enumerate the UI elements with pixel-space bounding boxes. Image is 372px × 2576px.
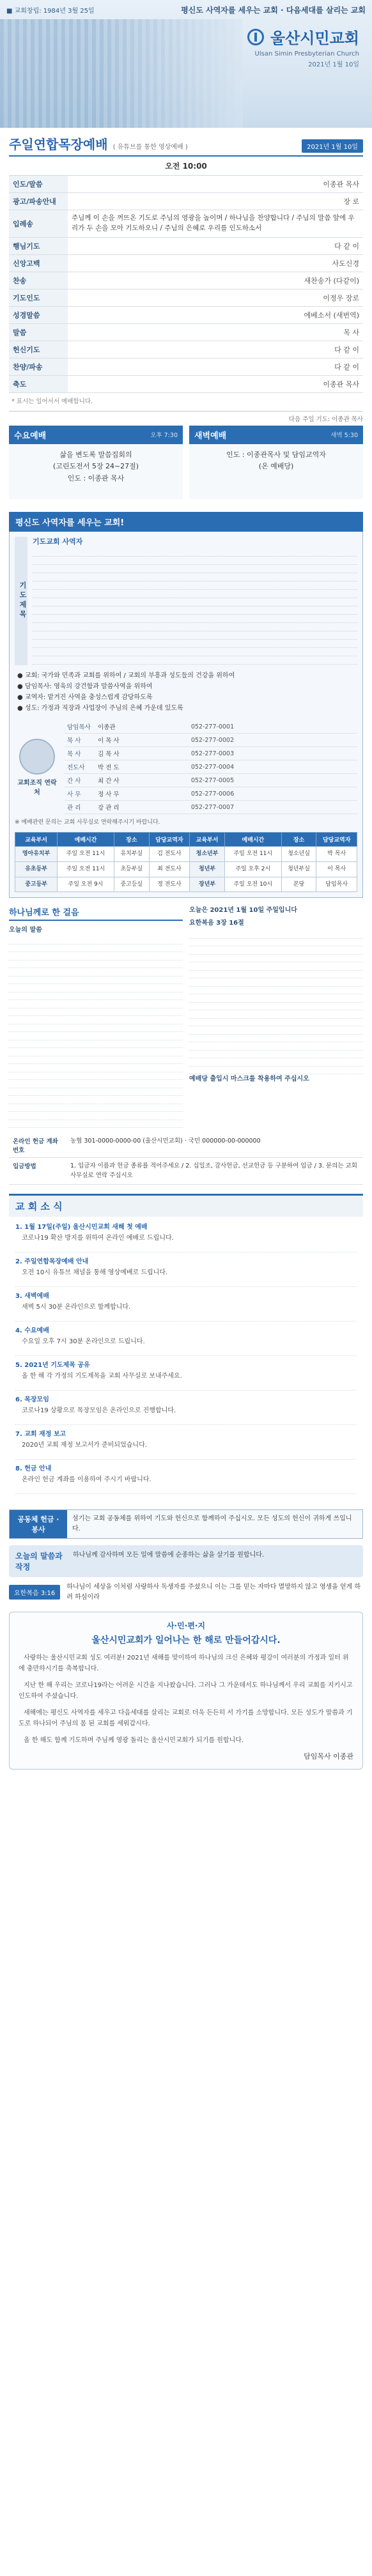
notice-filler-line <box>15 1382 357 1391</box>
staff-caption: 교회조직 연락처 <box>17 779 57 796</box>
notice-title: 8. 헌금 안내 <box>15 1465 52 1472</box>
schedule-header: 담당교역자 <box>149 833 190 847</box>
staff-name: 정 사 무 <box>95 787 189 801</box>
service-wednesday <box>9 426 183 499</box>
notices-body <box>9 1217 363 1503</box>
order-role: 다 같 이 <box>267 237 363 254</box>
worship-order-row <box>9 323 363 341</box>
notice-filler-line <box>15 1313 357 1322</box>
letter-paragraph: 올 한 해도 함께 기도하며 주님께 영광 돌리는 울산시민교회가 되기를 원합니다. <box>24 1736 244 1744</box>
bible-left-quote: 오늘의 말씀 <box>9 927 42 934</box>
bible-section <box>9 906 363 1128</box>
notice-filler-line <box>15 1278 357 1287</box>
info-key: 입금방법 <box>9 1158 66 1184</box>
letter-title: 울산시민교회가 일어나는 한 해로 만들어갑시다. <box>91 1635 281 1646</box>
notice-item <box>15 1394 357 1425</box>
service-body <box>9 444 183 499</box>
bible-right <box>189 906 363 1128</box>
notice-text: 새벽 5시 30분 온라인으로 함께합니다. <box>22 1303 131 1311</box>
schedule-cell: 담임목사 <box>316 877 357 892</box>
staff-role: 사 무 <box>65 787 95 801</box>
today-label: 오늘의 말씀과 작정 <box>15 1551 63 1571</box>
staff-tel: 052-277-0005 <box>189 774 357 787</box>
notice-title: 4. 수요예배 <box>15 1327 49 1334</box>
founding-info: ■ 교회창립: 1984년 3월 25일 <box>6 7 95 15</box>
schedule-header: 교육부서 <box>15 833 58 847</box>
notice-title: 5. 2021년 기도제목 공유 <box>15 1361 90 1369</box>
worship-subtitle: ( 유튜브를 통한 영상예배 ) <box>112 144 188 151</box>
prayer-text-title: 기도교회 사역자 <box>33 537 83 546</box>
worship-order-row <box>9 341 363 358</box>
order-role: 장 로 <box>267 193 363 210</box>
prayer-item: ● 담임목사: 영육의 강건함과 말씀사역을 위하여 <box>17 683 153 690</box>
prayer-item: ● 교역자: 맡겨진 사역을 충성스럽게 감당하도록 <box>17 694 153 701</box>
prayer-vertical-label: 기도제목 <box>15 537 27 666</box>
schedule-cell: 중고등부 <box>15 877 58 892</box>
worship-order-row <box>9 289 363 306</box>
notice-item <box>15 1463 357 1494</box>
order-role: 이종관 목사 <box>267 176 363 193</box>
staff-role: 담임목사 <box>65 720 95 734</box>
staff-row <box>65 787 357 801</box>
staff-role: 관 리 <box>65 801 95 814</box>
schedule-cell: 주일 오전 11시 <box>224 847 281 862</box>
schedule-cell: 주일 오전 10시 <box>224 877 281 892</box>
issue-date: 2021년 1월 10일 <box>308 61 359 68</box>
staff-role: 목 사 <box>65 734 95 747</box>
worship-order-table <box>9 176 363 393</box>
notice-filler-line <box>15 1244 357 1253</box>
schedule-cell: 주일 오전 11시 <box>58 847 114 862</box>
staff-row <box>65 774 357 787</box>
schedule-cell: 유치부실 <box>114 847 149 862</box>
worship-order-row <box>9 254 363 272</box>
service-line: (고린도전서 5장 24~27절) <box>52 462 139 471</box>
staff-name: 강 관 리 <box>95 801 189 814</box>
notice-filler-line <box>15 1416 357 1425</box>
notice-text: 코로나19 상황으로 목장모임은 온라인으로 진행합니다. <box>22 1407 176 1414</box>
notice-item <box>15 1222 357 1253</box>
prayer-section <box>9 532 363 899</box>
schedule-header: 교육부서 <box>190 833 225 847</box>
info-row <box>9 1158 363 1184</box>
prayer-list <box>15 670 357 714</box>
staff-table <box>65 720 357 814</box>
worship-order-row <box>9 237 363 254</box>
church-logo-block <box>231 26 359 68</box>
staff-tel: 052-277-0004 <box>189 760 357 774</box>
staff-role: 전도사 <box>65 760 95 774</box>
bible-left-text <box>9 936 183 1128</box>
schedule-header: 장소 <box>114 833 149 847</box>
order-content <box>68 272 267 289</box>
worship-order-row <box>9 193 363 210</box>
church-name: 울산시민교회 <box>270 29 359 47</box>
order-content <box>68 176 267 193</box>
worship-section <box>0 128 372 411</box>
notice-text: 2020년 교회 재정 보고서가 준비되었습니다. <box>22 1441 147 1449</box>
letter-paragraph: 지난 한 해 우리는 코로나19라는 어려운 시간을 지나왔습니다. 그러나 그 가운데서도 하나님께서 우리 교회를 지키시고 인도하여 주셨습니다. <box>19 1681 353 1701</box>
order-content <box>68 193 267 210</box>
staff-row <box>65 760 357 774</box>
offering-info-table <box>9 1133 363 1184</box>
verse-text: 하나님이 세상을 이처럼 사랑하사 독생자를 주셨으니 이는 그를 믿는 자마다 멸망하지 않고 영생을 얻게 하려 하심이라 <box>66 1583 361 1601</box>
letter-signature: 담임목사 이종관 <box>304 1752 353 1761</box>
notice-text: 온라인 헌금 계좌를 이용하여 주시기 바랍니다. <box>22 1476 151 1483</box>
schedule-cell: 초등부실 <box>114 861 149 877</box>
info-row <box>9 1133 363 1158</box>
staff-name: 박 전 도 <box>95 760 189 774</box>
worship-time: 오전 10:00 <box>9 157 363 176</box>
order-label: 성경말씀 <box>9 306 68 323</box>
schedule-row <box>15 877 357 892</box>
schedule-cell: 중고등실 <box>114 877 149 892</box>
notice-filler-line <box>15 1347 357 1356</box>
prayer-section-title: 평신도 사역자를 세우는 교회! <box>9 512 363 532</box>
bible-right-line: 요한복음 3장 16절 <box>189 919 244 927</box>
order-label: 말씀 <box>9 323 68 341</box>
bible-left <box>9 906 183 1128</box>
order-role: 에베소서 (새번역) <box>267 306 363 323</box>
notice-title: 2. 주일연합목장예배 안내 <box>15 1258 89 1265</box>
topbar <box>0 0 372 19</box>
schedule-cell: 박 목사 <box>316 847 357 862</box>
service-head <box>9 426 183 444</box>
offering-text: 섬기는 교회 공동체를 위하여 기도와 헌신으로 함께하여 주십시오. 모든 성도의 헌신이 귀하게 쓰입니다. <box>67 1510 362 1538</box>
order-label: 축도 <box>9 375 68 392</box>
service-body <box>189 444 363 499</box>
staff-tel: 052-277-0003 <box>189 747 357 760</box>
letter-head: 사·민·편·지 <box>166 1621 206 1630</box>
order-label: 입례송 <box>9 210 68 238</box>
staff-row <box>65 747 357 760</box>
education-schedule-table <box>15 832 357 892</box>
notice-filler-line <box>15 1451 357 1460</box>
worship-order-row <box>9 272 363 289</box>
offering-box <box>9 1509 363 1539</box>
notice-title: 6. 목장모임 <box>15 1396 49 1403</box>
worship-date-badge: 2021년 1월 10일 <box>302 139 363 153</box>
schedule-cell: 청소년실 <box>281 847 316 862</box>
schedule-cell: 주일 오전 9시 <box>58 877 114 892</box>
staff-tel: 052-277-0006 <box>189 787 357 801</box>
order-label: 행님기도 <box>9 237 68 254</box>
next-prayer-note: 다음 주일 기도: 이종관 목사 <box>288 415 363 423</box>
schedule-cell: 이 목사 <box>316 861 357 877</box>
worship-order-row <box>9 375 363 392</box>
notice-text: 올 한 해 각 가정의 기도제목을 교회 사무실로 보내주세요. <box>22 1372 182 1380</box>
order-content <box>68 306 267 323</box>
order-label: 찬양/파송 <box>9 358 68 375</box>
notice-title: 7. 교회 재정 보고 <box>15 1430 66 1438</box>
worship-title: 주일연합목장예배 <box>9 137 108 152</box>
info-key: 온라인 헌금 계좌번호 <box>9 1133 66 1158</box>
order-role: 사도신경 <box>267 254 363 272</box>
notice-text: 수요일 오후 7시 30분 온라인으로 드립니다. <box>22 1338 145 1345</box>
schedule-cell: 본당 <box>281 877 316 892</box>
info-value: 농협 301-0000-0000-00 (울산시민교회) · 국민 000000-00-000000 <box>66 1133 363 1158</box>
notices-title: 교 회 소 식 <box>9 1194 363 1217</box>
bible-left-title: 하나님께로 한 걸음 <box>9 906 183 921</box>
letter-paragraph: 사랑하는 울산시민교회 성도 여러분! 2021년 새해를 맞이하여 하나님의 크신 은혜와 평강이 여러분의 가정과 일터 위에 충만하시기를 축복합니다. <box>19 1654 349 1673</box>
verse-row <box>9 1582 363 1603</box>
worship-order-row <box>9 306 363 323</box>
worship-order-row <box>9 358 363 375</box>
service-title: 수요예배 <box>14 431 47 441</box>
worship-order-note: * 표시는 일어서서 예배합니다. <box>12 397 93 405</box>
order-label: 헌신기도 <box>9 341 68 358</box>
order-label: 찬송 <box>9 272 68 289</box>
today-text: 하나님께 감사하며 모든 일에 말씀에 순종하는 삶을 살기를 원합니다. <box>73 1551 265 1559</box>
bible-right-line: 오늘은 2021년 1월 10일 주일입니다 <box>189 907 297 914</box>
order-label: 인도/말씀 <box>9 176 68 193</box>
order-content <box>68 375 267 392</box>
bible-right-text <box>189 906 363 1084</box>
schedule-cell: 주일 오후 2시 <box>224 861 281 877</box>
letter-paragraph: 새해에는 평신도 사역자를 세우고 다음세대를 살리는 교회로 더욱 든든히 서 가기를 소망합니다. 모든 성도가 말씀과 기도로 하나되어 주님의 몸 된 교회를 세워갑시다. <box>19 1709 353 1728</box>
order-content <box>68 289 267 306</box>
today-word-box <box>9 1545 363 1577</box>
schedule-row <box>15 861 357 877</box>
worship-title-row <box>9 134 363 157</box>
staff-photo <box>15 720 59 814</box>
schedule-header: 예배시간 <box>224 833 281 847</box>
staff-photo-circle <box>19 739 55 775</box>
service-line: 인도 : 이종관 목사 <box>67 474 125 482</box>
staff-tel: 052-277-0007 <box>189 801 357 814</box>
staff-row <box>65 734 357 747</box>
bible-right-line: 예배당 출입시 마스크를 착용하여 주십시오 <box>189 1076 309 1083</box>
service-line: 인도 : 이종관목사 및 담임교역자 <box>226 450 326 459</box>
notice-item <box>15 1291 357 1322</box>
pastor-letter <box>9 1612 363 1770</box>
staff-row <box>65 720 357 734</box>
order-label: 기도인도 <box>9 289 68 306</box>
notice-text: 오전 10시 유튜브 채널을 통해 영상예배로 드립니다. <box>22 1269 168 1276</box>
order-role: 이종관 목사 <box>267 375 363 392</box>
prayer-text-lines <box>33 549 357 665</box>
staff-block <box>15 720 357 814</box>
service-dawn <box>189 426 363 499</box>
staff-tel: 052-277-0002 <box>189 734 357 747</box>
church-logo-icon <box>247 29 264 45</box>
staff-role: 목 사 <box>65 747 95 760</box>
service-title: 새벽예배 <box>194 431 227 441</box>
service-line: (온 예배당) <box>258 462 294 471</box>
notice-filler-line <box>15 1485 357 1494</box>
service-time: 새벽 5:30 <box>330 432 358 439</box>
prayer-item: ● 교회: 국가와 민족과 교회를 위하여 / 교회의 부흥과 성도들의 건강을 위하여 <box>17 672 235 679</box>
staff-name: 김 목 사 <box>95 747 189 760</box>
staff-role: 간 사 <box>65 774 95 787</box>
schedule-cell: 김 전도사 <box>149 847 190 862</box>
schedule-header: 장소 <box>281 833 316 847</box>
worship-order-row <box>9 210 363 238</box>
schedule-cell: 최 전도사 <box>149 861 190 877</box>
staff-name: 이 목 사 <box>95 734 189 747</box>
schedule-header: 예배시간 <box>58 833 114 847</box>
church-slogan: 평신도 사역자를 세우는 교회 · 다음세대를 살리는 교회 <box>181 5 366 15</box>
info-value: 1. 입금자 이름과 헌금 종류를 적어주세요 / 2. 십일조, 감사헌금, 선교헌금 등 구분하여 입금 / 3. 문의는 교회 사무실로 연락 주십시오 <box>66 1158 363 1184</box>
staff-notes: ※ 예배관련 문의는 교회 사무실로 연락해주시기 바랍니다. <box>15 819 160 826</box>
service-time: 오후 7:30 <box>150 432 178 439</box>
order-content <box>68 237 267 254</box>
order-role: 목 사 <box>267 323 363 341</box>
verse-reference-badge: 요한복음 3:16 <box>9 1585 60 1600</box>
notice-item <box>15 1325 357 1356</box>
order-content <box>68 323 267 341</box>
offering-label: 공동체 헌금 · 봉사 <box>10 1510 67 1538</box>
notice-text: 코로나19 확산 방지를 위하여 온라인 예배로 드립니다. <box>22 1234 174 1242</box>
schedule-cell: 유초등부 <box>15 861 58 877</box>
order-label: 광고/파송안내 <box>9 193 68 210</box>
worship-order-row <box>9 176 363 193</box>
notice-title: 1. 1월 17일(주일) 울산시민교회 새해 첫 예배 <box>15 1223 148 1231</box>
service-line: 삶을 변도록 말씀집회의 <box>59 450 132 459</box>
staff-row <box>65 801 357 814</box>
order-role: 이정우 장로 <box>267 289 363 306</box>
notice-title: 3. 새벽예배 <box>15 1292 49 1300</box>
prayer-item: ● 성도: 가정과 직장과 사업장이 주님의 은혜 가운데 있도록 <box>17 705 183 712</box>
schedule-cell: 청소년부 <box>190 847 225 862</box>
schedule-cell: 정 전도사 <box>149 877 190 892</box>
notice-item <box>15 1360 357 1391</box>
schedule-cell: 청년부 <box>190 861 225 877</box>
order-role: 새찬송가 (다같이) <box>267 272 363 289</box>
prayer-inner <box>15 537 357 666</box>
schedule-cell: 주일 오전 11시 <box>58 861 114 877</box>
congregation-photo <box>0 19 243 128</box>
services-row <box>0 426 372 505</box>
schedule-header: 담당교역자 <box>316 833 357 847</box>
order-content <box>68 358 267 375</box>
staff-tel: 052-277-0001 <box>189 720 357 734</box>
order-label: 신앙고백 <box>9 254 68 272</box>
schedule-cell: 청년부실 <box>281 861 316 877</box>
church-english-name: Ulsan Simin Presbyterian Church <box>254 50 359 58</box>
notice-item <box>15 1429 357 1460</box>
staff-name: 이종관 <box>95 720 189 734</box>
prayer-text <box>33 537 357 666</box>
order-content <box>68 341 267 358</box>
notice-item <box>15 1256 357 1287</box>
order-role: 다 같 이 <box>267 358 363 375</box>
schedule-cell: 영아유치부 <box>15 847 58 862</box>
order-content: 주님께 이 손을 꺼뜨온 기도로 주님의 영광을 높이며 / 하나님을 찬양합니다 / 주님의 말씀 앞에 우리가 두 손을 모아 기도하오니 / 주님의 은혜로 우리를 인도하소서 <box>68 210 363 238</box>
service-head <box>189 426 363 444</box>
staff-name: 최 간 사 <box>95 774 189 787</box>
schedule-cell: 장년부 <box>190 877 225 892</box>
order-content <box>68 254 267 272</box>
header <box>0 0 372 128</box>
schedule-row <box>15 847 357 862</box>
order-role: 다 같 이 <box>267 341 363 358</box>
